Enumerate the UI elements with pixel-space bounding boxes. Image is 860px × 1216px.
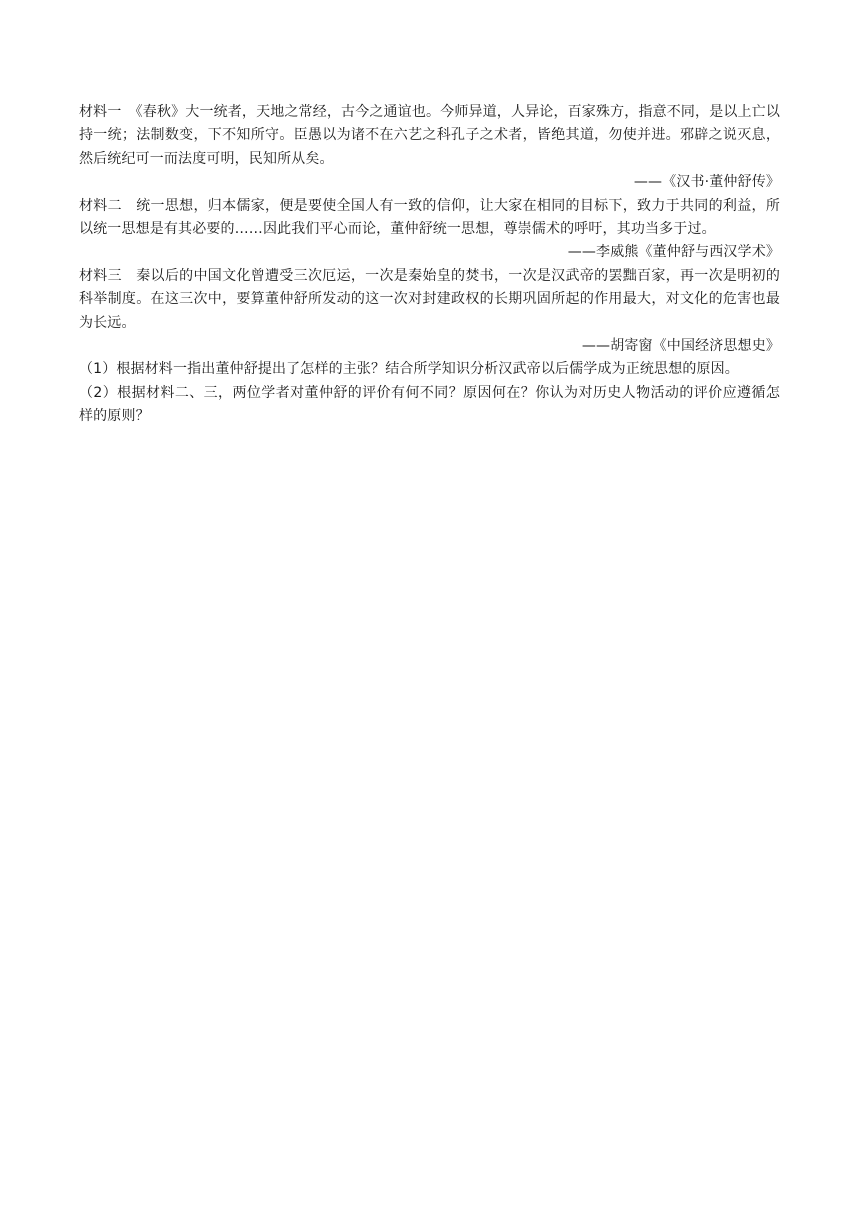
question-content bbox=[79, 101, 780, 429]
material-3-source: ——胡寄窗《中国经济思想史》 bbox=[581, 338, 780, 355]
material-2-text: 材料二 统一思想，归本儒家，便是要使全国人有一致的信仰，让大家在相同的目标下，致力于共同的利益，所以统一思想是有其必要的……因此我们平心而论，董仲舒统一思想，尊崇儒术的呼吁，其功当多于过。 bbox=[79, 197, 780, 238]
question-1: （1）根据材料一指出董仲舒提出了怎样的主张？结合所学知识分析汉武帝以后儒学成为正统思想的原因。 bbox=[79, 361, 739, 378]
question-2: （2）根据材料二、三，两位学者对董仲舒的评价有何不同？原因何在？你认为对历史人物活动的评价应遵循怎样的原则？ bbox=[79, 384, 780, 425]
material-1-text: 材料一 《春秋》大一统者，天地之常经，古今之通谊也。今师异道，人异论，百家殊方，指意不同，是以上亡以持一统；法制数变，下不知所守。臣愚以为诸不在六艺之科孔子之术者，皆绝其道，勿使并进。邪辟之说灭息，然后统纪可一而法度可明，民知所从矣。 bbox=[79, 104, 780, 167]
material-1-source: ——《汉书·董仲舒传》 bbox=[633, 174, 780, 191]
material-3-text: 材料三 秦以后的中国文化曾遭受三次厄运，一次是秦始皇的焚书，一次是汉武帝的罢黜百家，再一次是明初的科举制度。在这三次中，要算董仲舒所发动的这一次对封建政权的长期巩固所起的作用最大，对文化的危害也最为长远。 bbox=[79, 267, 780, 331]
material-2-source: ——李威熊《董仲舒与西汉学术》 bbox=[567, 244, 780, 261]
